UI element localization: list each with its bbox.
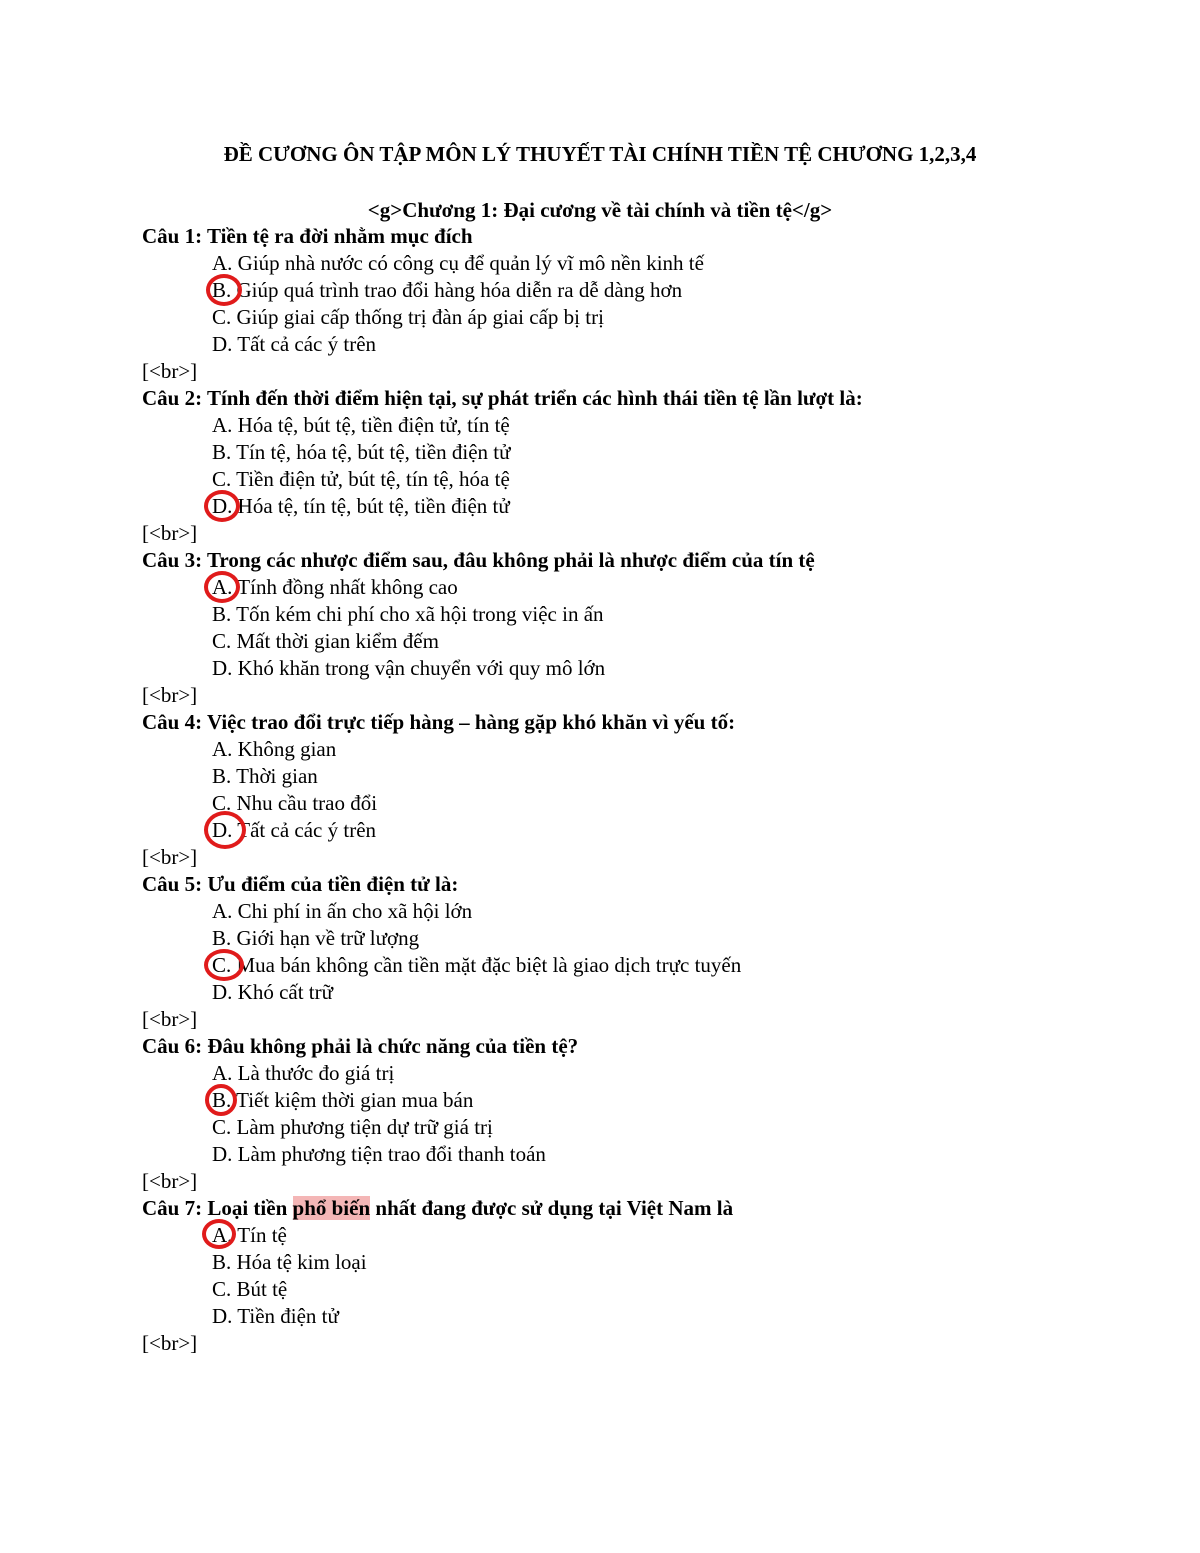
option-a: A. Tính đồng nhất không cao [142,574,1142,601]
separator: [<br>] [142,1331,198,1355]
option-c: C. Mất thời gian kiểm đếm [212,629,439,653]
question-2 [142,385,1142,547]
question-text: Câu 7: Loại tiền phổ biến nhất đang được sử dụng tại Việt Nam là [142,1196,734,1220]
option-d: D. Làm phương tiện trao đổi thanh toán [212,1142,546,1166]
separator: [<br>] [142,521,198,545]
question-6 [142,1033,1142,1195]
option-b: B. Giúp quá trình trao đổi hàng hóa diễn ra dễ dàng hơn [142,277,1142,304]
question-text: Câu 4: Việc trao đổi trực tiếp hàng – hàng gặp khó khăn vì yếu tố: [142,710,736,734]
option-a: A. Là thước đo giá trị [212,1061,395,1085]
chapter-heading: <g>Chương 1: Đại cương về tài chính và tiền tệ</g> [367,198,833,222]
option-b: B. Tín tệ, hóa tệ, bút tệ, tiền điện tử [212,440,511,464]
separator: [<br>] [142,1007,198,1031]
highlighted-text: phổ biến [292,1196,371,1220]
option-b: B. Tiết kiệm thời gian mua bán [142,1087,1142,1114]
separator: [<br>] [142,683,198,707]
option-c: C. Tiền điện tử, bút tệ, tín tệ, hóa tệ [212,467,510,491]
option-b: B. Tốn kém chi phí cho xã hội trong việc in ấn [212,602,604,626]
question-7 [142,1195,1142,1357]
option-a: A. Giúp nhà nước có công cụ để quản lý vĩ mô nền kinh tế [212,251,704,275]
question-text: Câu 2: Tính đến thời điểm hiện tại, sự phát triển các hình thái tiền tệ lần lượt là: [142,386,863,410]
option-d: D. Tất cả các ý trên [212,332,377,356]
separator: [<br>] [142,359,198,383]
option-d: D. Tiền điện tử [212,1304,339,1328]
question-text: Câu 1: Tiền tệ ra đời nhằm mục đích [142,224,473,248]
option-d: D. Khó khăn trong vận chuyển với quy mô lớn [212,656,606,680]
separator: [<br>] [142,845,198,869]
question-4 [142,709,1142,871]
document-title: ĐỀ CƯƠNG ÔN TẬP MÔN LÝ THUYẾT TÀI CHÍNH TIỀN TỆ CHƯƠNG 1,2,3,4 [223,142,977,166]
option-d: D. Tất cả các ý trên [142,817,1142,844]
question-text: Câu 5: Ưu điểm của tiền điện tử là: [142,872,459,896]
option-b: B. Thời gian [212,764,318,788]
option-b: B. Hóa tệ kim loại [212,1250,367,1274]
option-c: C. Nhu cầu trao đổi [212,791,378,815]
option-c: C. Làm phương tiện dự trữ giá trị [212,1115,493,1139]
option-a: A. Không gian [212,737,337,761]
question-1 [142,223,1142,385]
question-5 [142,871,1142,1033]
option-a: A. Tín tệ [142,1222,1142,1249]
separator: [<br>] [142,1169,198,1193]
question-3 [142,547,1142,709]
option-c: C. Giúp giai cấp thống trị đàn áp giai cấp bị trị [212,305,604,329]
option-c: C. Mua bán không cần tiền mặt đặc biệt là giao dịch trực tuyến [142,952,1142,979]
question-list [142,223,1142,1357]
option-d: D. Khó cất trữ [212,980,334,1004]
option-c: C. Bút tệ [212,1277,288,1301]
question-text: Câu 6: Đâu không phải là chức năng của tiền tệ? [142,1034,579,1058]
option-a: A. Chi phí in ấn cho xã hội lớn [212,899,473,923]
option-d: D. Hóa tệ, tín tệ, bút tệ, tiền điện tử [142,493,1142,520]
option-a: A. Hóa tệ, bút tệ, tiền điện tử, tín tệ [212,413,510,437]
question-text: Câu 3: Trong các nhược điểm sau, đâu không phải là nhược điểm của tín tệ [142,548,815,572]
option-b: B. Giới hạn về trữ lượng [212,926,420,950]
